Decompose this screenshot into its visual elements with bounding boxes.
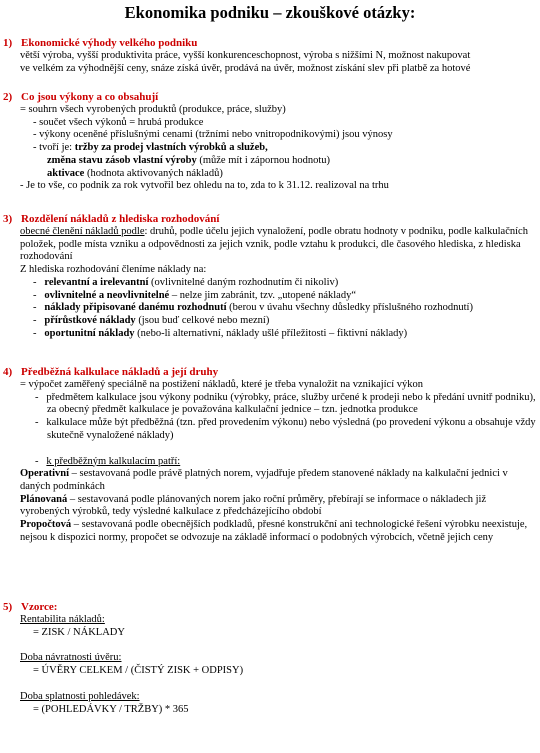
section-4: [3, 366, 536, 544]
formula-label: Doba splatnosti pohledávek:: [20, 690, 140, 702]
list-item: - kalkulace může být předběžná (tzn. před provedením výkonu) nebo výsledná (po provedení výkonu a obsahuje vždy skutečně vynaložené náklady): [35, 417, 536, 441]
paragraph: = výpočet zaměřený speciálně na postižení nákladů, které je třeba vynaložit na vznikající výkon: [20, 379, 424, 390]
list-item: aktivace (hodnota aktivovaných nákladů): [47, 167, 223, 179]
formula: = ÚVĚRY CELKEM / (ČISTÝ ZISK + ODPISY): [33, 665, 244, 677]
paragraph: Propočtová – sestavovaná podle obecnějších podkladů, přesné konstrukční ani technologické řešení výrobku neexistuje, nejsou k dispozici normy, propočet se odvozuje na základě informací o podobných výrobcích, včetně jejich ceny: [20, 519, 528, 543]
section-heading: 5) Vzorce:: [3, 601, 58, 613]
paragraph: Z hlediska rozhodování členíme náklady na:: [20, 264, 207, 276]
list-item: - ovlivnitelné a neovlivnitelné – nelze jim zabránit, tzv. „utopené náklady“: [33, 289, 356, 301]
paragraph: obecné členění nákladů podle: druhů, podle účelu jejich vynaložení, podle obratu hodnoty v podniku, podle kalkulačních položek, podle místa vzniku a odpovědnosti za jejich vznik, podle vztahu k produkci, dle časového hlediska, z hlediska rozhodování: [20, 226, 528, 263]
paragraph: větší výroba, vyšší produktivita práce, vyšší konkurenceschopnost, výroba s nižšími N, možnost nakupovat: [20, 50, 471, 61]
section-2: [3, 91, 536, 193]
section-3: [3, 213, 536, 340]
list-item: - náklady připisované danému rozhodnutí (berou v úvahu všechny důsledky příslušného rozhodnutí): [33, 302, 473, 314]
formula-label: Rentabilita nákladů:: [20, 614, 105, 625]
list-item: - součet všech výkonů = hrubá produkce: [33, 116, 204, 128]
paragraph: Plánovaná – sestavovaná podle plánovaných norem jako roční průměry, přebírají se informace o nákladech již vyrobených výrobků, tedy výsledné kalkulace z předcházejícího období: [20, 493, 487, 518]
list-item: - přírůstkové náklady (jsou buď celkové nebo mezní): [33, 314, 270, 326]
list-item: - k předběžným kalkulacím patří:: [35, 455, 181, 467]
paragraph: = souhrn všech vyrobených produktů (produkce, práce, služby): [20, 104, 286, 115]
list-item: - oportunitní náklady (nebo-li alternativní, náklady ušlé příležitosti – fiktivní náklady): [33, 327, 408, 339]
list-item: - předmětem kalkulace jsou výkony podniku (výrobky, práce, služby určené k prodeji nebo k předání uvnitř podniku), za obecný předmět kalkulace je považována kalkulační jednice – tzn. jednotka produkce: [35, 391, 536, 416]
page-title: Ekonomika podniku – zkouškové otázky:: [124, 3, 416, 22]
formula: = ZISK / NÁKLADY: [33, 626, 125, 638]
list-item: - tvoří je: tržby za prodej vlastních výrobků a služeb,: [33, 142, 268, 154]
list-item: - relevantní a irelevantní (ovlivnitelné daným rozhodnutím či nikoliv): [33, 276, 339, 288]
formula-label: Doba návratnosti úvěru:: [20, 652, 122, 664]
formula: = (POHLEDÁVKY / TRŽBY) * 365: [33, 703, 189, 715]
section-heading: 2) Co jsou výkony a co obsahují: [3, 91, 159, 103]
section-heading: 3) Rozdělení nákladů z hlediska rozhodování: [3, 213, 220, 225]
paragraph: Operativní – sestavovaná podle právě platných norem, vyjadřuje předem stanovené náklady na kalkulační jednici v daných podmínkách: [20, 468, 508, 492]
paragraph: ve velkém za výhodnější ceny, snáze získá úvěr, prodává na úvěr, možnost získání slev při platbě za hotové: [20, 62, 471, 74]
list-item: - výkony oceněné příslušnými cenami (tržními nebo vnitropodnikovými) jsou výnosy: [33, 129, 393, 141]
section-5: [3, 601, 536, 716]
section-heading: 1) Ekonomické výhody velkého podniku: [3, 37, 198, 49]
section-heading: 4) Předběžná kalkulace nákladů a její druhy: [3, 366, 219, 378]
paragraph: - Je to vše, co podnik za rok vytvořil bez ohledu na to, zda to k 31.12. realizoval na trhu: [20, 180, 389, 192]
section-1: [3, 37, 536, 75]
list-item: změna stavu zásob vlastní výroby (může mít i zápornou hodnotu): [47, 154, 330, 166]
